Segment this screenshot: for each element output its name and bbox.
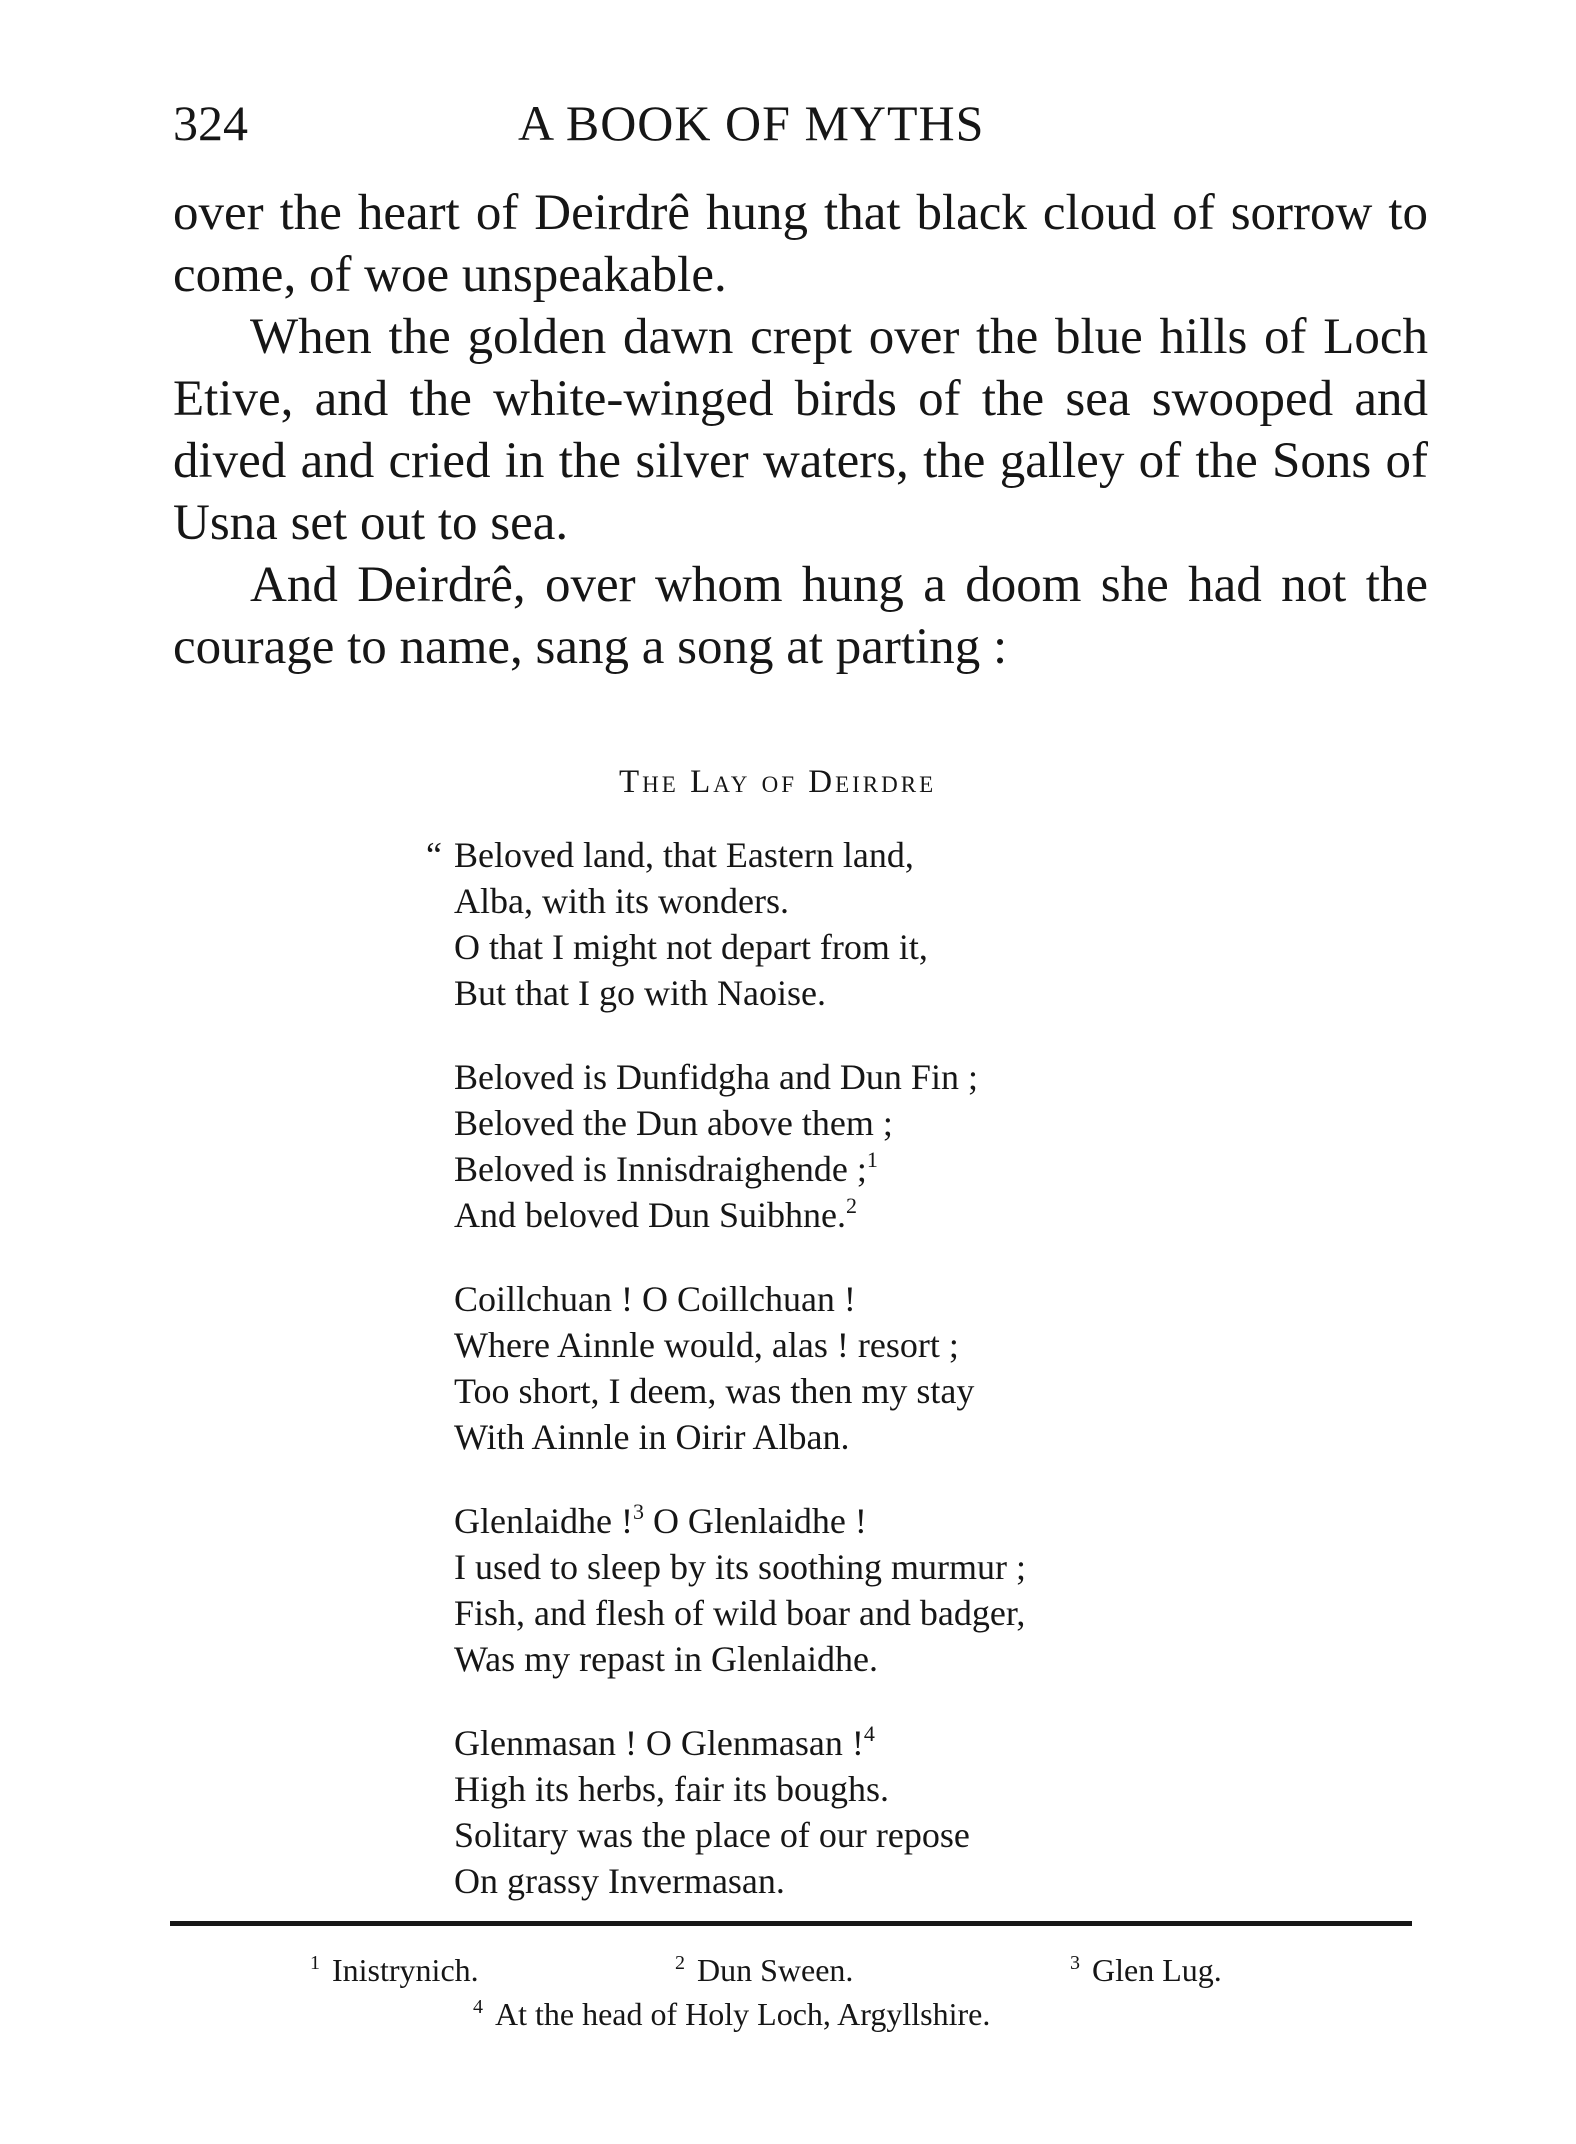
- poem-line: I used to sleep by its soothing murmur ;: [454, 1547, 1026, 1587]
- footnote-marker: 4: [473, 1996, 483, 2018]
- poem-stanza: [454, 1276, 1254, 1460]
- footnote-text: At the head of Holy Loch, Argyllshire.: [495, 1996, 991, 2032]
- poem-line: [454, 1146, 1254, 1192]
- poem-stanza: [454, 1054, 1254, 1238]
- poem-line: High its herbs, fair its boughs.: [454, 1769, 889, 1809]
- footnote-text: Dun Sween.: [697, 1952, 854, 1988]
- poem-stanza: [454, 1498, 1254, 1682]
- poem-stanza: [426, 832, 1254, 1016]
- poem-line-text: Glenmasan ! O Glenmasan !: [454, 1723, 864, 1763]
- poem-line: [454, 1498, 1254, 1544]
- poem-line: Beloved the Dun above them ;: [454, 1103, 893, 1143]
- poem: [426, 832, 1254, 1942]
- poem-line: Solitary was the place of our repose: [454, 1815, 970, 1855]
- poem-line: On grassy Invermasan.: [454, 1861, 785, 1901]
- prose-body: [173, 182, 1428, 678]
- poem-line: Beloved land, that Eastern land,: [454, 835, 914, 875]
- footnote-text: Inistrynich.: [332, 1952, 479, 1988]
- poem-line-text: O Glenlaidhe !: [643, 1501, 867, 1541]
- poem-line: Where Ainnle would, alas ! resort ;: [454, 1325, 959, 1365]
- poem-line: [454, 1720, 1254, 1766]
- footnote-text: Glen Lug.: [1092, 1952, 1222, 1988]
- poem-line: Was my repast in Glenlaidhe.: [454, 1639, 878, 1679]
- footnote-marker: 1: [310, 1952, 320, 1974]
- poem-line: With Ainnle in Oirir Alban.: [454, 1417, 850, 1457]
- footnote-marker: 3: [1070, 1952, 1080, 1974]
- opening-quote-mark: “: [426, 835, 442, 875]
- poem-line-text: Beloved is Innisdraighende ;: [454, 1149, 867, 1189]
- poem-line: Coillchuan ! O Coillchuan !: [454, 1279, 856, 1319]
- poem-line: [454, 1192, 1254, 1238]
- footnote-reference: 3: [632, 1499, 644, 1524]
- prose-paragraph: And Deirdrê, over whom hung a doom she had not the courage to name, sang a song at parting :: [173, 557, 1428, 675]
- page-header: [173, 88, 1428, 158]
- poem-line-text: Glenlaidhe !: [454, 1501, 633, 1541]
- poem-title: The Lay of Deirdre: [619, 764, 937, 800]
- footnote-reference: 2: [845, 1193, 857, 1218]
- poem-line: Alba, with its wonders.: [454, 881, 789, 921]
- page-number: 324: [173, 95, 248, 151]
- poem-line: O that I might not depart from it,: [454, 927, 928, 967]
- poem-line: Fish, and flesh of wild boar and badger,: [454, 1593, 1026, 1633]
- poem-line: But that I go with Naoise.: [454, 973, 826, 1013]
- poem-line: Too short, I deem, was then my stay: [454, 1371, 975, 1411]
- poem-stanza: [454, 1720, 1254, 1904]
- footnotes: [170, 1948, 1412, 2036]
- footnote: [310, 1948, 479, 1992]
- prose-paragraph: over the heart of Deirdrê hung that black cloud of sorrow to come, of woe unspeakable.: [173, 185, 1428, 303]
- footnote: [473, 1992, 990, 2036]
- poem-line-text: And beloved Dun Suibhne.: [454, 1195, 846, 1235]
- prose-paragraph: When the golden dawn crept over the blue hills of Loch Etive, and the white-winged birds of the sea swooped and dived and cried in the silver waters, the galley of the Sons of Usna set out to sea.: [173, 309, 1428, 551]
- footnote-reference: 1: [866, 1147, 878, 1172]
- footnote-reference: 4: [863, 1721, 875, 1746]
- footnote-row: [170, 1992, 1412, 2036]
- footnote: [1070, 1948, 1222, 1992]
- poem-line: Beloved is Dunfidgha and Dun Fin ;: [454, 1057, 978, 1097]
- footnote: [675, 1948, 853, 1992]
- footnote-divider-rule: [170, 1921, 1412, 1926]
- running-title: A BOOK OF MYTHS: [518, 95, 985, 151]
- footnote-row: [170, 1948, 1412, 1992]
- footnote-marker: 2: [675, 1952, 685, 1974]
